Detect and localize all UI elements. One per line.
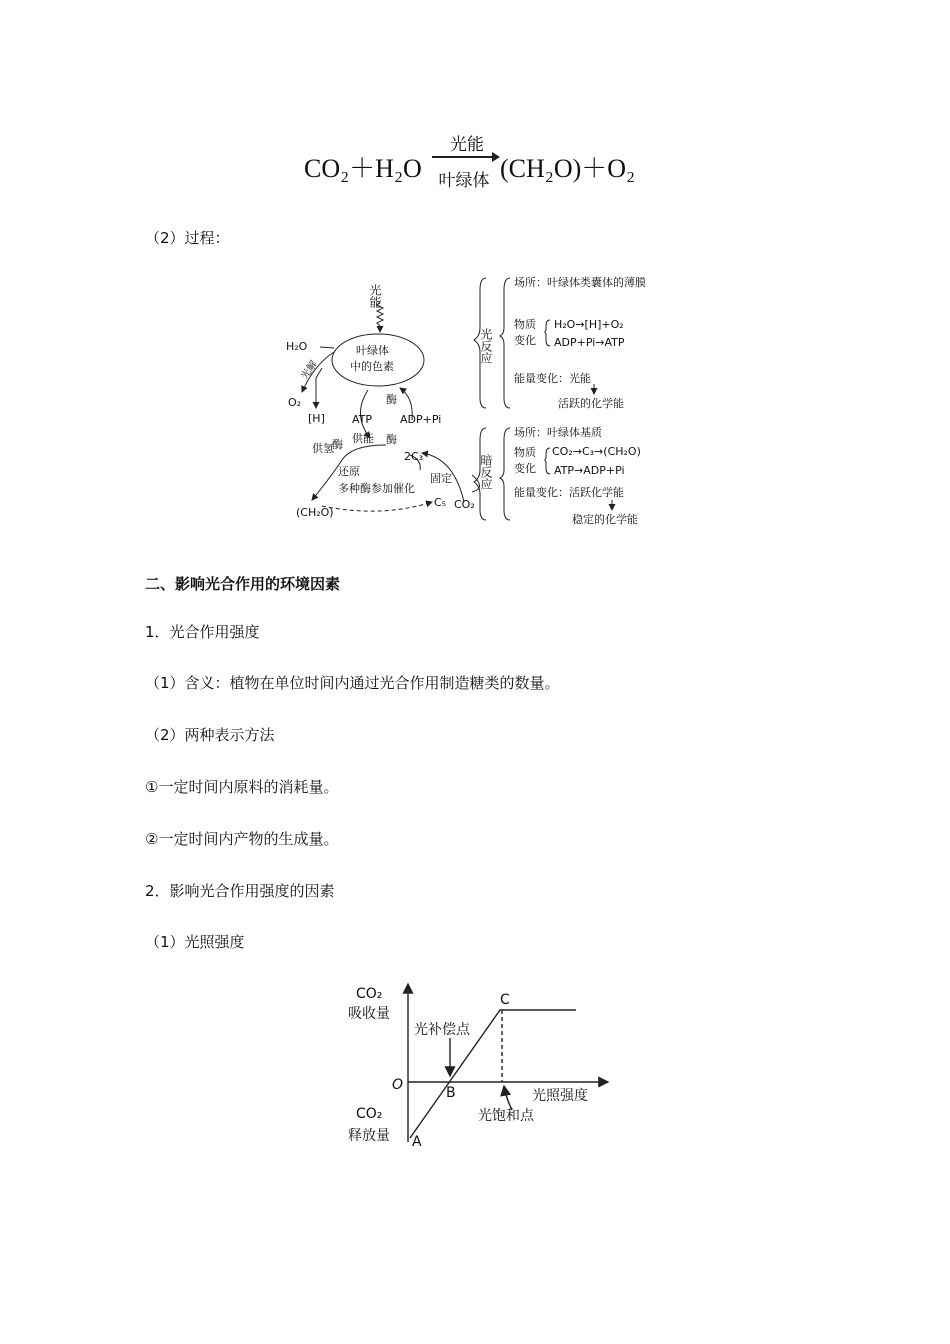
enzyme-label-1: 酶 [386, 393, 397, 406]
h-label: [H] [308, 412, 325, 425]
light-reaction-energy: 能量变化：光能 [514, 372, 591, 385]
paragraph-4: ①一定时间内原料的消耗量。 [145, 778, 339, 796]
hydrogen-supply-label: 供氢 [312, 442, 334, 455]
photosynthesis-equation [300, 130, 660, 200]
enzyme-label-3: 酶 [332, 438, 343, 451]
reduction-label: 还原 [338, 465, 360, 478]
dark-reaction-matter-1: 物质 [514, 446, 536, 459]
dark-reaction-m2: ATP→ADP+Pi [554, 464, 625, 477]
paragraph-1: 1．光合作用强度 [145, 623, 260, 641]
light-reaction-matter-2: 变化 [514, 334, 536, 347]
photosynthesis-process-diagram [282, 270, 682, 530]
c5-label: C₅ [434, 496, 447, 509]
section-title: 二、影响光合作用的环境因素 [145, 575, 341, 593]
equation-condition-chloroplast: 叶绿体 [438, 171, 490, 191]
pigment-label-2: 中的色素 [350, 360, 394, 373]
paragraph-5: ②一定时间内产物的生成量。 [145, 830, 339, 848]
light-reaction-site: 场所：叶绿体类囊体的薄膜 [514, 276, 646, 289]
energy-supply-label: 供能 [352, 432, 374, 445]
y-bottom-label-2: 释放量 [348, 1128, 390, 1144]
two-c3-label: 2C₃ [404, 450, 424, 463]
o2-label: O₂ [288, 396, 302, 409]
point-c-label: C [500, 992, 510, 1008]
equation-products: (CH₂O)＋O₂ [500, 154, 636, 183]
dark-reaction-matter-2: 变化 [514, 462, 536, 475]
process-heading: （2）过程： [145, 229, 230, 247]
dark-reaction-m1: CO₂→C₃→(CH₂O) [552, 445, 641, 458]
photolysis-label: 光解 [299, 359, 320, 382]
dark-reaction-energy: 能量变化：活跃化学能 [514, 486, 624, 499]
dark-reaction-energy-result: 稳定的化学能 [572, 513, 638, 526]
compensation-label: 光补偿点 [414, 1022, 470, 1038]
saturation-pointer [504, 1086, 512, 1110]
y-top-label-2: 吸收量 [348, 1006, 390, 1022]
light-reaction-title: 光反应 [479, 328, 493, 364]
x-axis-label: 光照强度 [532, 1088, 588, 1104]
y-bottom-label-1: CO₂ [356, 1106, 383, 1122]
co2-label: CO₂ [454, 498, 475, 511]
multi-enzyme-label: 多种酶参加催化 [338, 482, 415, 495]
enzyme-label-2: 酶 [386, 433, 397, 446]
light-reaction-m2: ADP+Pi→ATP [554, 336, 625, 349]
paragraph-7: （1）光照强度 [145, 933, 245, 951]
light-reaction-m1: H₂O→[H]+O₂ [554, 318, 624, 331]
light-reaction-energy-result: 活跃的化学能 [558, 397, 624, 410]
saturation-label: 光饱和点 [478, 1108, 534, 1124]
paragraph-2: （1）含义：植物在单位时间内通过光合作用制造糖类的数量。 [145, 674, 560, 692]
origin-label: O [392, 1077, 404, 1093]
atp-label: ATP [352, 413, 373, 426]
point-b-label: B [446, 1085, 456, 1101]
equation-condition-light: 光能 [450, 135, 484, 155]
y-top-label-1: CO₂ [356, 986, 383, 1002]
ch2o-label: (CH₂O) [296, 506, 334, 519]
light-label-1: 光能 [368, 284, 382, 308]
fixation-label: 固定 [430, 472, 452, 485]
point-a-label: A [412, 1134, 422, 1150]
light-reaction-matter-1: 物质 [514, 318, 536, 331]
dark-reaction-site: 场所：叶绿体基质 [514, 426, 602, 439]
paragraph-3: （2）两种表示方法 [145, 726, 275, 744]
dark-reaction-title: 暗反应 [479, 454, 493, 490]
equation-reactants: CO₂＋H₂O [304, 154, 422, 183]
adp-pi-label: ADP+Pi [400, 413, 442, 426]
light-intensity-graph [340, 980, 620, 1155]
paragraph-6: 2．影响光合作用强度的因素 [145, 882, 335, 900]
equation-arrow [432, 156, 498, 158]
h2o-label: H₂O [286, 340, 308, 353]
pigment-label-1: 叶绿体 [356, 344, 389, 357]
